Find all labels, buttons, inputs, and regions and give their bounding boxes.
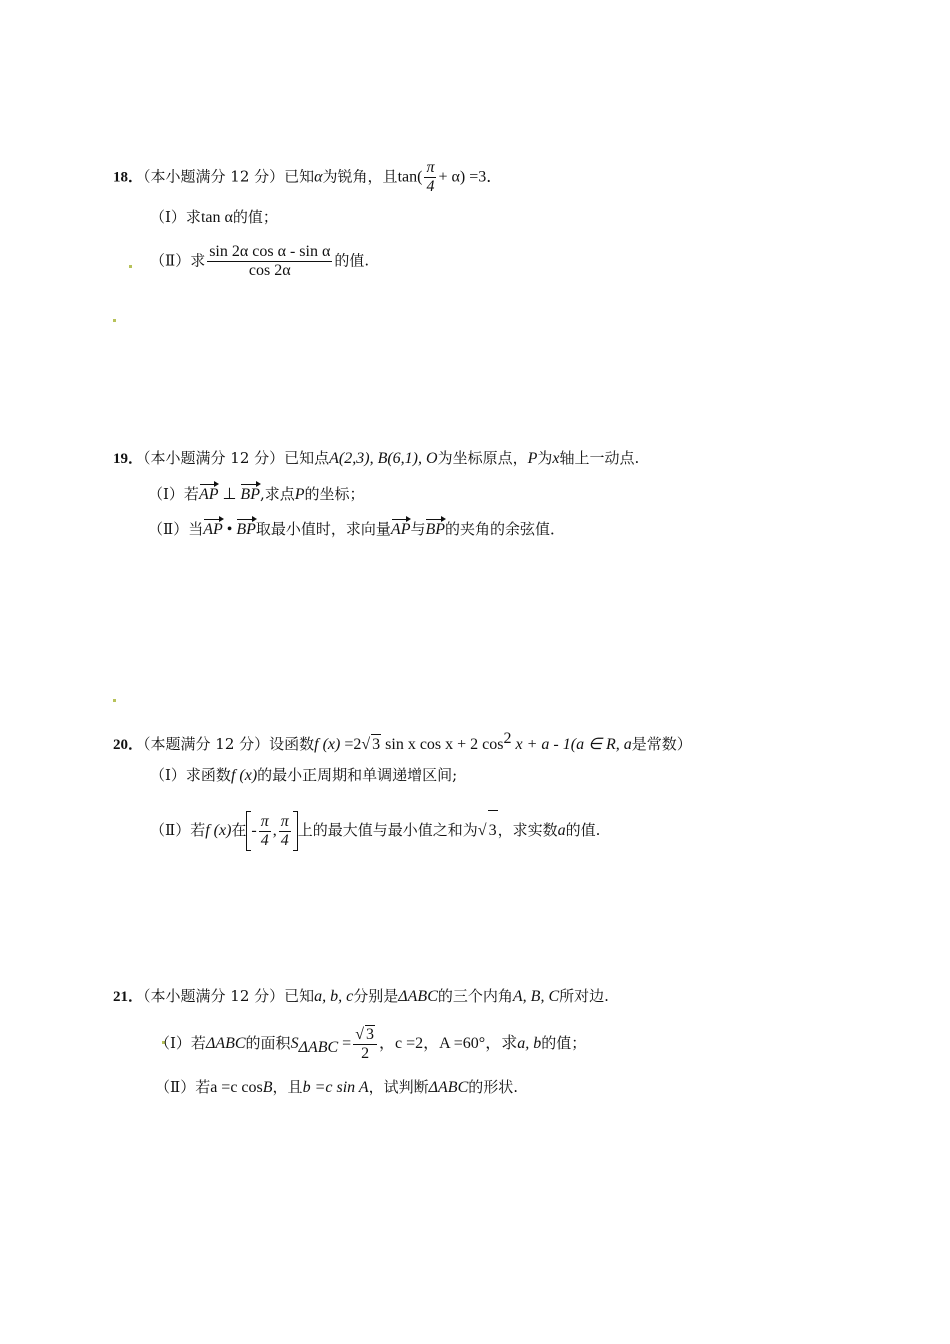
question-number: 21． xyxy=(113,989,144,1005)
q21-stem: 21．（本小题满分 12 分）已知a, b, c分别是ΔABC的三个内角A, B, C所对边. xyxy=(113,987,609,1005)
question-number: 18． xyxy=(113,169,144,186)
fraction: $\frac{√ 3}{2}$ xyxy=(353,1025,377,1063)
q19-stem: 19．（本小题满分 12 分）已知点A(2,3), B(6,1), O为坐标原点，P为x轴上一动点. xyxy=(113,449,640,467)
decorative-dot xyxy=(113,699,116,702)
q20-part2: （Ⅱ）若f (x)在 - $\frac{\pi}{4}$ , $\frac{\pi}{4}$ 上的最大值与最小值之和为√ 3，求实数a的值. xyxy=(150,810,600,851)
vector-ap: AP xyxy=(198,486,219,503)
decorative-dot xyxy=(129,265,132,268)
vector-ap: AP xyxy=(203,521,223,538)
q18-part2: （Ⅱ）求 $\frac{\text{sin 2α cos α - sin α}}{\cos 2\alpha}$ 的值. xyxy=(150,243,370,279)
decorative-dot xyxy=(113,319,116,322)
fraction: $\frac{\text{sin 2α cos α - sin α}}{\cos 2\alpha}$ xyxy=(209,243,331,279)
vector-bp: BP xyxy=(240,486,260,503)
question-number: 19． xyxy=(113,451,144,467)
vector-bp: BP xyxy=(425,521,446,538)
q20-part1: （Ⅰ）求函数f (x)的最小正周期和单调递增区间; xyxy=(150,766,458,784)
vector-ap: AP xyxy=(390,521,411,538)
q21-part1: （Ⅰ）若ΔABC的面积$S_{\Delta ABC}$ = $\frac{√ 3}{2}$ ，c =2，A =60°，求a, b的值； xyxy=(155,1026,587,1062)
q21-part2: （Ⅱ）若a =c cosB，且b =c sin A，试判断ΔABC的形状. xyxy=(155,1078,519,1096)
fraction: $\frac{\pi}{4}$ xyxy=(260,812,269,849)
q19-part1: （Ⅰ）若AP ⊥ BP,求点P的坐标； xyxy=(148,485,365,503)
fraction: $\frac{\pi}{4}$ xyxy=(280,812,289,849)
q20-stem: 20．（本题满分 12 分）设函数f (x) =2√ 3 sin x cos x + 2 $\cos^2 x + a - 1(a$ ∈ R, a是常数） xyxy=(113,730,692,753)
sqrt: 3 xyxy=(488,810,498,851)
vector-bp: BP xyxy=(236,521,256,538)
fraction: $\frac{\pi}{4}$ xyxy=(426,159,435,195)
question-number: 20． xyxy=(113,737,144,753)
sqrt: 3 xyxy=(372,736,381,753)
q18-stem: 18．（本小题满分 12 分）已知α为锐角，且tan( $\frac{\pi}{4}$ + α) =3． xyxy=(113,159,503,195)
q18-part1: （Ⅰ）求tan α的值； xyxy=(150,208,278,226)
q19-part2: （Ⅱ）当AP • BP取最小值时，求向量AP与BP的夹角的余弦值． xyxy=(148,520,566,538)
